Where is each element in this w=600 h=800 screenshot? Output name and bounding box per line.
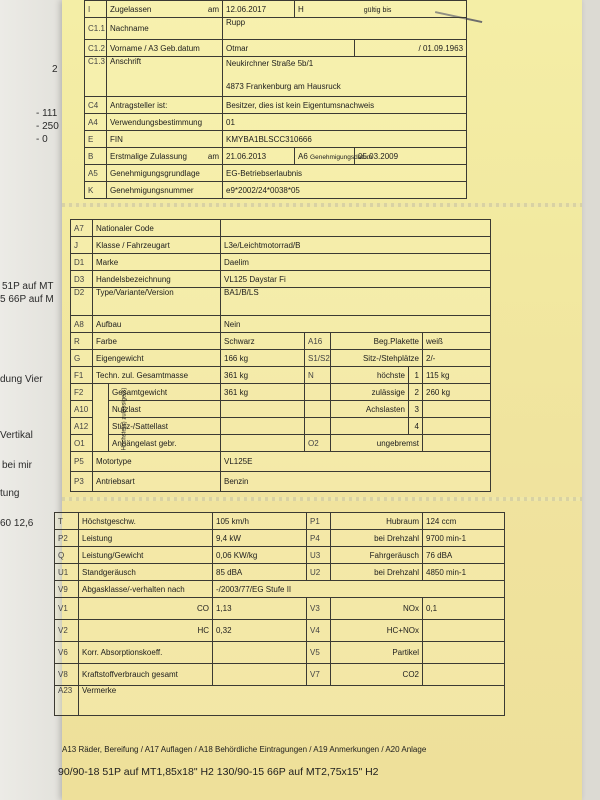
vin: KMYBA1BLSCC310666 bbox=[223, 131, 467, 148]
table-row: C1.1 Nachname Rupp bbox=[85, 18, 467, 40]
tyres-value: 90/90-18 51P auf MT1,85x18" H2 130/90-15 66P auf MT2,75x15" H2 bbox=[58, 766, 379, 778]
color: Schwarz bbox=[221, 333, 305, 350]
table-row: V2 HC 0,32 V4 HC+NOx bbox=[55, 620, 505, 642]
top-speed: 105 km/h bbox=[213, 513, 307, 530]
table-row: B Erstmalige Zulassung am 21.06.2013 A6 Genehmigungsdatum 05.03.2009 bbox=[85, 148, 467, 165]
table-row: D2 Type/Variante/Version BA1/B/LS bbox=[71, 288, 491, 316]
table-row: V1 CO 1,13 V3 NOx 0,1 bbox=[55, 598, 505, 620]
table-row: A5 Genehmigungsgrundlage EG-Betriebserlaubnis bbox=[85, 165, 467, 182]
bg-fragment: - 0 bbox=[36, 134, 48, 145]
table-row: P3 Antriebsart Benzin bbox=[71, 472, 491, 492]
table-row: V8 Kraftstoffverbrauch gesamt V7 CO2 bbox=[55, 664, 505, 686]
bg-fragment: 2 bbox=[52, 64, 58, 75]
emission-class: -/2003/77/EG Stufe II bbox=[213, 581, 505, 598]
vehicle-data-table bbox=[70, 219, 491, 492]
table-row: A4 Verwendungsbestimmung 01 bbox=[85, 114, 467, 131]
table-row: P5 Motortype VL125E bbox=[71, 452, 491, 472]
bg-fragment: - 250 bbox=[36, 121, 59, 132]
table-row: R Farbe Schwarz A16 Beg.Plakette weiß bbox=[71, 333, 491, 350]
bg-fragment: Vertikal bbox=[0, 430, 33, 441]
surname: Rupp bbox=[223, 18, 467, 40]
table-row: P2 Leistung 9,4 kW P4 bei Drehzahl 9700 min-1 bbox=[55, 530, 505, 547]
bg-fragment: - 111 bbox=[36, 108, 58, 119]
table-row: T Höchstgeschw. 105 km/h P1 Hubraum 124 ccm bbox=[55, 513, 505, 530]
table-row: G Eigengewicht 166 kg S1/S2 Sitz-/Stehplätze 2/- bbox=[71, 350, 491, 367]
table-row: C4 Antragsteller ist: Besitzer, dies ist kein Eigentumsnachweis bbox=[85, 97, 467, 114]
table-row: D3 Handelsbezeichnung VL125 Daystar Fi bbox=[71, 271, 491, 288]
birth-date: / 01.09.1963 bbox=[355, 40, 467, 57]
vehicle-holder-table bbox=[84, 0, 467, 199]
table-row: D1 Marke Daelim bbox=[71, 254, 491, 271]
bg-fragment: tung bbox=[0, 488, 20, 499]
table-row: Q Leistung/Gewicht 0,06 KW/kg U3 Fahrgeräusch 76 dBA bbox=[55, 547, 505, 564]
table-row: U1 Standgeräusch 85 dBA U2 bei Drehzahl 4850 min-1 bbox=[55, 564, 505, 581]
fuel-type: Benzin bbox=[221, 472, 491, 492]
table-row: A12 Stütz-/Sattellast 4 bbox=[71, 418, 491, 435]
perforation bbox=[62, 497, 582, 501]
table-row: A23 Vermerke bbox=[55, 686, 505, 716]
table-row: I Zugelassen am 12.06.2017 H gültig bis bbox=[85, 1, 467, 18]
registration-date: 12.06.2017 bbox=[223, 1, 295, 18]
table-row: E FIN KMYBA1BLSCC310666 bbox=[85, 131, 467, 148]
bg-fragment: dung Vier bbox=[0, 374, 43, 385]
make: Daelim bbox=[221, 254, 491, 271]
a13-label: A13 Räder, Bereifung / A17 Auflagen / A18 Behördliche Eintragungen / A19 Anmerkungen / A20 Anlage bbox=[62, 745, 427, 754]
power: 9,4 kW bbox=[213, 530, 307, 547]
technical-data-table bbox=[54, 512, 505, 716]
address: Neukirchner Straße 5b/1 4873 Frankenburg am Hausruck bbox=[223, 57, 467, 97]
bg-fragment: 5 66P auf M bbox=[0, 294, 54, 305]
engine-type: VL125E bbox=[221, 452, 491, 472]
table-row: A8 Aufbau Nein bbox=[71, 316, 491, 333]
bg-fragment: bei mir bbox=[2, 460, 33, 471]
bg-fragment: 60 12,6 bbox=[0, 518, 34, 529]
table-row: C1.3 Anschrift Neukirchner Straße 5b/1 4873 Frankenburg am Hausruck bbox=[85, 57, 467, 97]
table-row: J Klasse / Fahrzeugart L3e/Leichtmotorrad/B bbox=[71, 237, 491, 254]
vertical-label: Höchste(s) zulässige(s) bbox=[93, 384, 109, 452]
bg-fragment: 51P auf MT bbox=[2, 281, 54, 292]
perforation bbox=[62, 203, 582, 207]
table-row: F2 Höchste(s) zulässige(s) Gesamtgewicht 361 kg zulässige 2 260 kg bbox=[71, 384, 491, 401]
registration-document bbox=[58, 0, 582, 800]
table-row: C1.2 Vorname / A3 Geb.datum Otmar / 01.09.1963 bbox=[85, 40, 467, 57]
table-row: K Genehmigungsnummer e9*2002/24*0038*05 bbox=[85, 182, 467, 199]
table-row: F1 Techn. zul. Gesamtmasse 361 kg N höchste 1 115 kg bbox=[71, 367, 491, 384]
table-row: V9 Abgasklasse/-verhalten nach -/2003/77/EG Stufe II bbox=[55, 581, 505, 598]
table-row: O1 Anhängelast gebr. O2 ungebremst bbox=[71, 435, 491, 452]
table-row: V6 Korr. Absorptionskoeff. V5 Partikel bbox=[55, 642, 505, 664]
table-row: A7 Nationaler Code bbox=[71, 220, 491, 237]
displacement: 124 ccm bbox=[423, 513, 505, 530]
table-row: A10 Nutzlast Achslasten 3 bbox=[71, 401, 491, 418]
first-name: Otmar bbox=[223, 40, 355, 57]
model: VL125 Daystar Fi bbox=[221, 271, 491, 288]
